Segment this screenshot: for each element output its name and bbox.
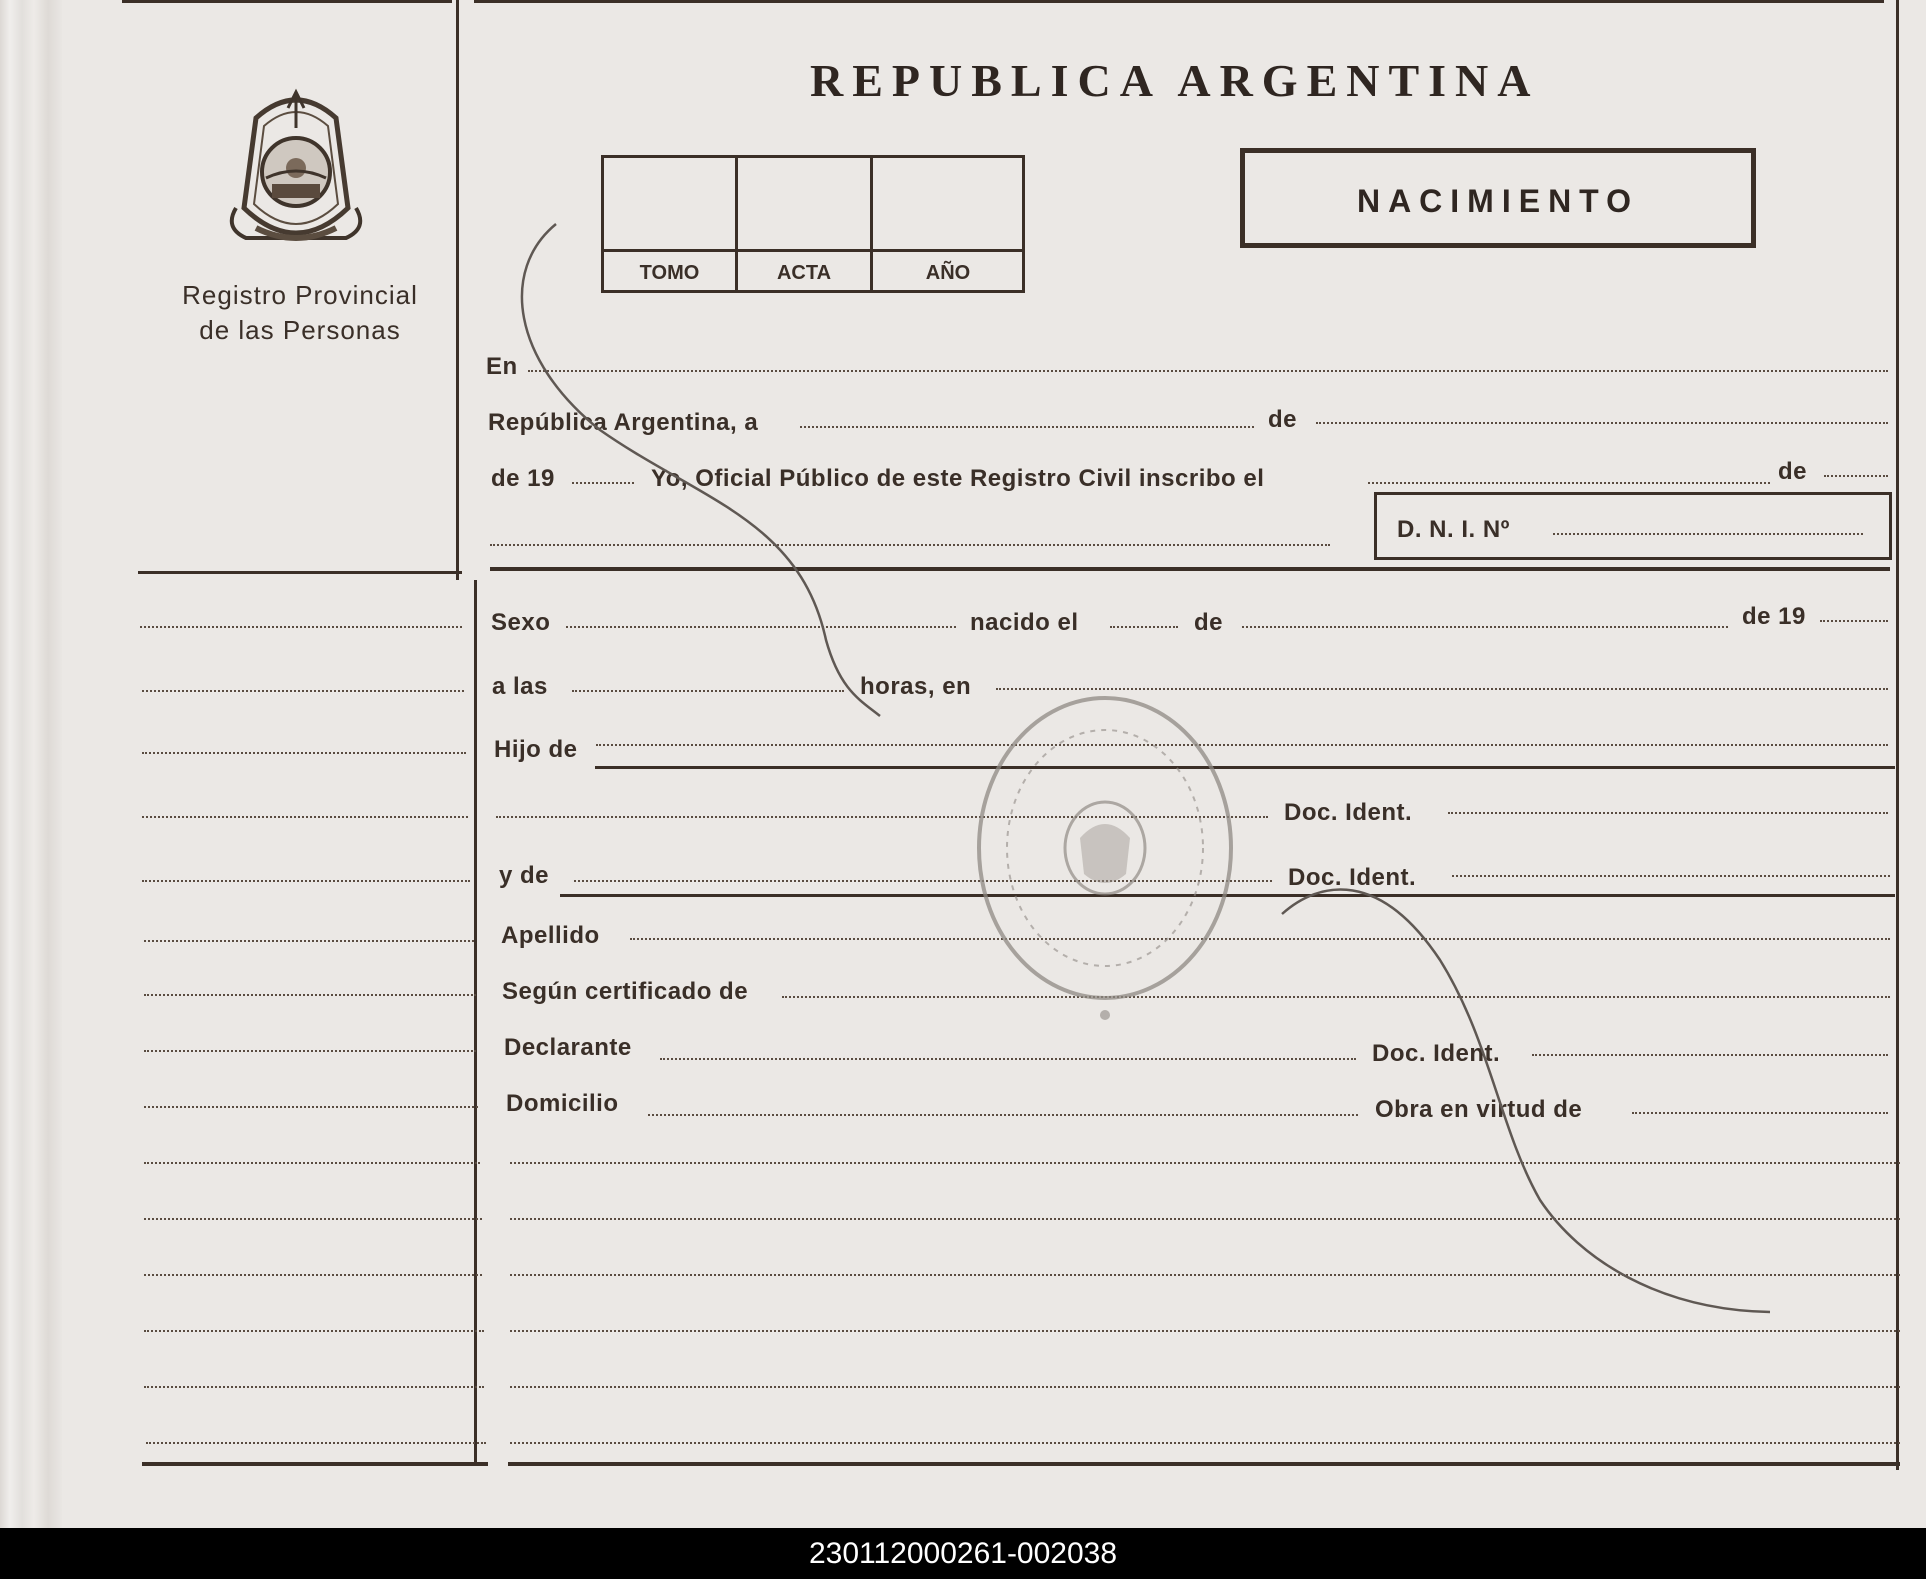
acta-label: ACTA [776,262,832,284]
margin-note-line[interactable] [142,880,470,882]
father-doc-field[interactable] [1448,812,1888,814]
hijo-de-rule [595,766,1895,769]
blank-line[interactable] [510,1162,1900,1164]
dni-box [1374,492,1892,560]
margin-note-line[interactable] [144,1274,482,1276]
mother-doc-field[interactable] [1452,875,1890,877]
blank-line[interactable] [510,1386,1900,1388]
dni-field[interactable] [1553,533,1863,535]
dni-label: D. N. I. Nº [1397,516,1510,543]
left-section-rule [138,571,462,574]
obra-en-virtud-label: Obra en virtud de [1375,1096,1583,1123]
record-number-grid [601,155,1025,293]
month-field[interactable] [1316,422,1888,424]
birth-month-field[interactable] [1242,626,1728,628]
doc-ident-label-1: Doc. Ident. [1284,799,1413,826]
country-title: REPUBLICA ARGENTINA [810,55,1540,106]
de-trailing-field[interactable] [1824,475,1888,477]
registry-line-2: de las Personas [199,315,401,345]
name-line-field[interactable] [490,544,1330,546]
tomo-label: TOMO [639,262,700,284]
page-right-border [1896,0,1899,1470]
top-left-rule [122,0,452,3]
declarante-label: Declarante [504,1034,632,1061]
domicilio-label: Domicilio [506,1090,619,1117]
birth-year-field[interactable] [1820,620,1888,622]
inscribo-field[interactable] [1368,482,1770,484]
de-label-2: de [1778,458,1808,485]
margin-note-line[interactable] [144,1162,480,1164]
column-divider [456,0,459,580]
margin-note-line[interactable] [142,816,468,818]
birth-day-field[interactable] [1110,626,1178,628]
margin-note-line[interactable] [144,1330,484,1332]
apellido-label: Apellido [501,922,600,949]
certificado-field[interactable] [782,996,1890,998]
birth-place-field[interactable] [996,688,1888,690]
republica-label: República Argentina, a [488,409,759,436]
margin-note-line[interactable] [146,1442,486,1444]
birth-year-prefix-label: de 19 [1742,603,1806,630]
act-type-label: NACIMIENTO [1356,183,1640,219]
main-section-rule [490,567,1890,571]
apellido-field[interactable] [630,938,1890,940]
horas-en-label: horas, en [860,673,972,700]
margin-note-line[interactable] [144,1386,484,1388]
a-las-label: a las [492,673,548,700]
day-field[interactable] [800,426,1254,428]
declarante-doc-field[interactable] [1532,1054,1888,1056]
en-label: En [486,353,518,380]
de-label-1: de [1268,406,1298,433]
year-field[interactable] [572,482,634,484]
mother-field[interactable] [574,880,1272,882]
footer-bar [0,1528,1926,1579]
father-field[interactable] [596,744,1888,746]
grid-header-rule [604,249,1022,252]
registry-line-1: Registro Provincial [182,280,418,310]
doc-ident-label-3: Doc. Ident. [1372,1040,1501,1067]
top-right-rule [474,0,1884,3]
blank-line[interactable] [510,1330,1900,1332]
margin-note-line[interactable] [140,626,462,628]
doc-ident-label-2: Doc. Ident. [1288,864,1417,891]
margin-note-line[interactable] [144,994,476,996]
de-label-3: de [1194,609,1224,636]
page-edge [0,0,62,1528]
official-round-seal-icon [960,660,1260,1040]
anio-label: AÑO [925,262,971,284]
margin-note-line[interactable] [142,752,466,754]
declarante-field[interactable] [660,1058,1356,1060]
inscribo-label: Yo, Oficial Público de este Registro Civil inscribo el [651,465,1265,492]
y-de-rule [560,894,1895,897]
en-field[interactable] [528,370,1888,372]
blank-line[interactable] [510,1218,1900,1220]
sexo-field[interactable] [566,626,956,628]
bottom-main-rule [508,1462,1900,1466]
sexo-label: Sexo [491,609,551,636]
margin-note-line[interactable] [142,690,464,692]
y-de-label: y de [499,862,550,889]
column-divider-lower [474,580,477,1465]
segun-certificado-label: Según certificado de [502,978,749,1005]
margin-note-line[interactable] [144,1218,482,1220]
act-type-box [1240,148,1756,248]
margin-note-line[interactable] [144,940,474,942]
year-prefix-label: de 19 [491,465,555,492]
bottom-left-rule [142,1462,488,1466]
father-name-cont-field[interactable] [496,816,1268,818]
hour-field[interactable] [572,690,844,692]
blank-line[interactable] [510,1442,1900,1444]
domicilio-field[interactable] [648,1114,1358,1116]
obra-field[interactable] [1632,1112,1888,1114]
document-code: 230112000261-002038 [808,1537,1118,1570]
provincial-coat-of-arms-icon [216,88,376,258]
blank-line[interactable] [510,1274,1900,1276]
margin-note-line[interactable] [144,1106,478,1108]
nacido-el-label: nacido el [970,609,1079,636]
registry-label [150,278,450,348]
margin-note-line[interactable] [144,1050,476,1052]
hijo-de-label: Hijo de [494,736,578,763]
